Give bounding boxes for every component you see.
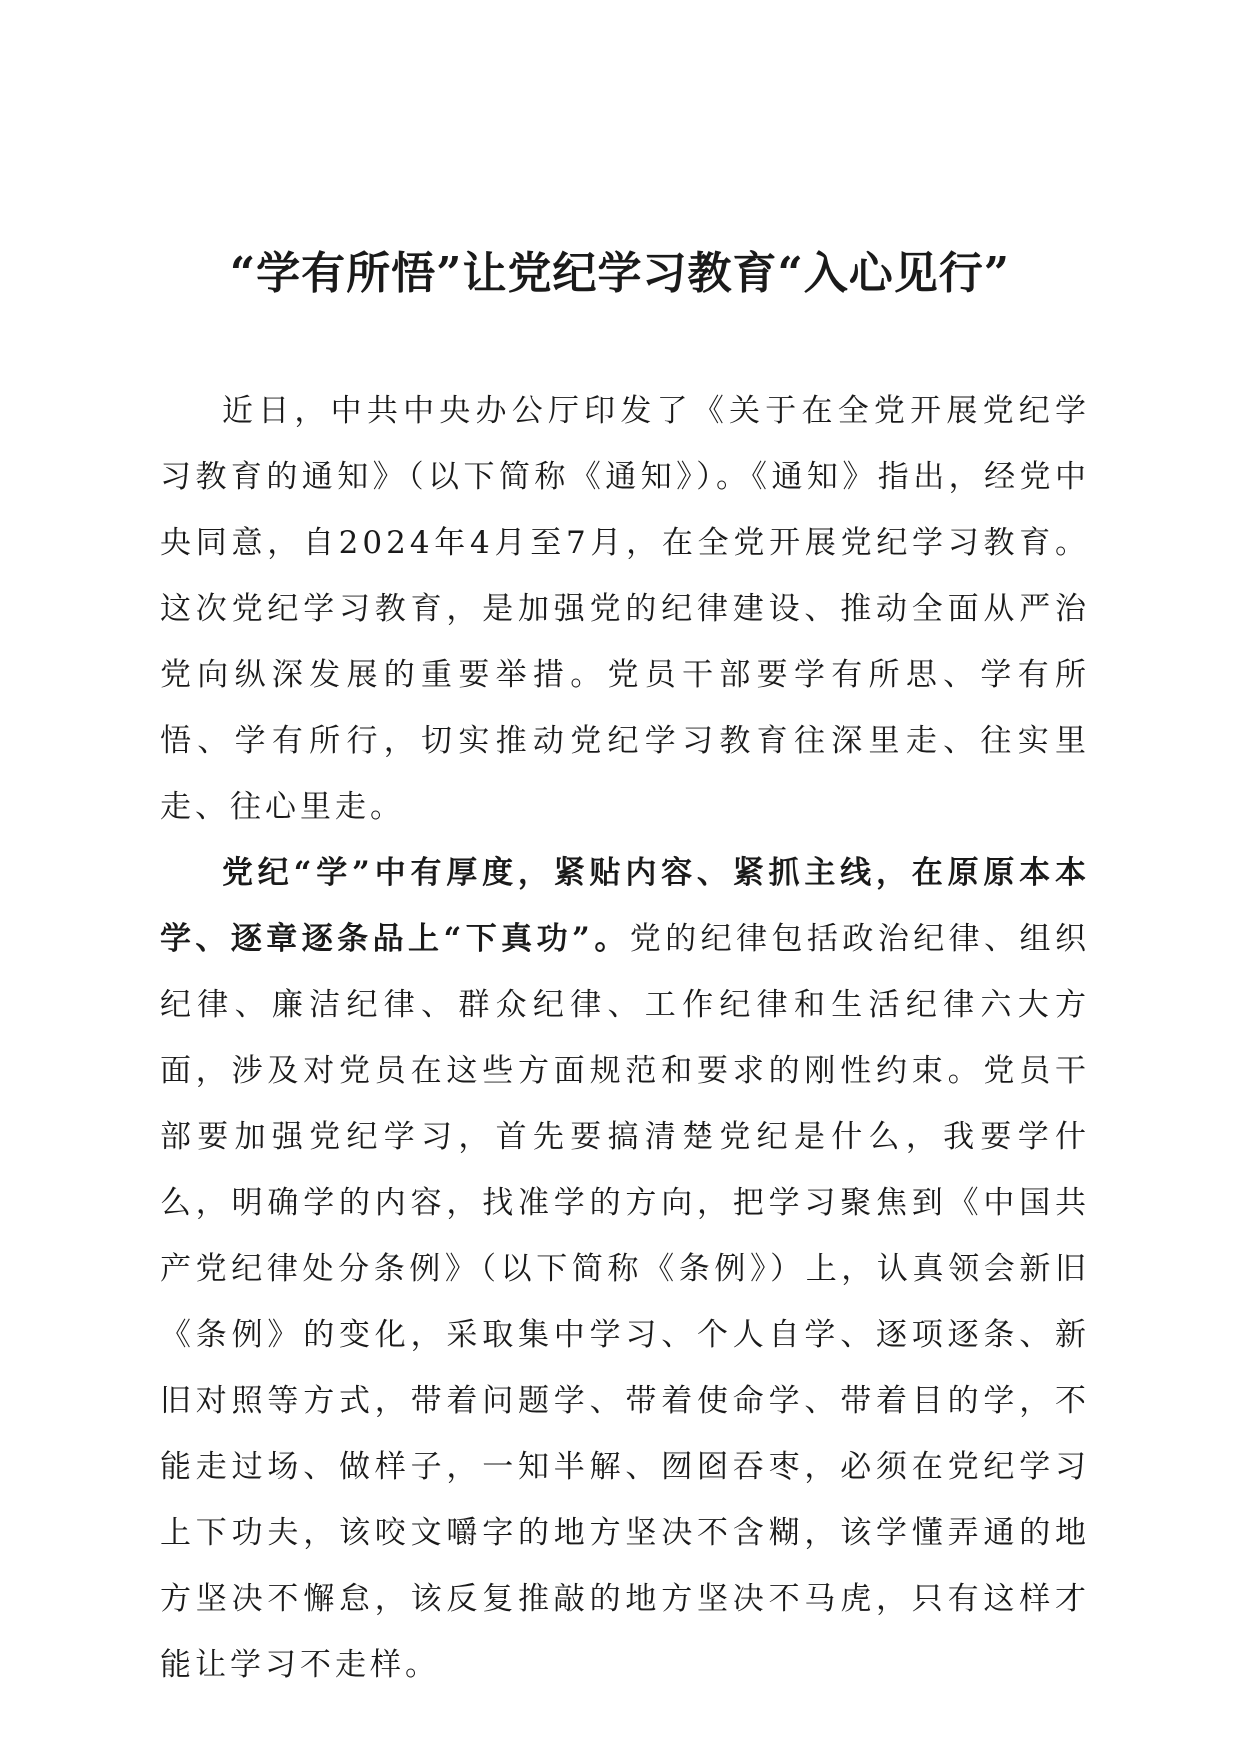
- document-body: [160, 378, 1090, 1698]
- paragraph-2-lead: 党纪“学”中有厚度，紧贴内容、紧抓主线，在原原本本学、逐章逐条品上“下真功”。: [160, 855, 1090, 957]
- paragraph-1: [160, 378, 1090, 840]
- paragraph-2: [160, 840, 1090, 1698]
- paragraph-2-text: 党的纪律包括政治纪律、组织纪律、廉洁纪律、群众纪律、工作纪律和生活纪律六大方面，涉及对党员在这些方面规范和要求的刚性约束。党员干部要加强党纪学习，首先要搞清楚党纪是什么，我要学什么，明确学的内容，找准学的方向，把学习聚焦到《中国共产党纪律处分条例》（以下简称《条例》）上，认真领会新旧《条例》的变化，采取集中学习、个人自学、逐项逐条、新旧对照等方式，带着问题学、带着使命学、带着目的学，不能走过场、做样子，一知半解、囫囵吞枣，必须在党纪学习上下功夫，该咬文嚼字的地方坚决不含糊，该学懂弄通的地方坚决不懈怠，该反复推敲的地方坚决不马虎，只有这样才能让学习不走样。: [160, 921, 1090, 1683]
- document-title: “学有所悟”让党纪学习教育“入心见行”: [229, 248, 1011, 299]
- paragraph-1-text: 近日，中共中央办公厅印发了《关于在全党开展党纪学习教育的通知》（以下简称《通知》）。《通知》指出，经党中央同意，自2024年4月至7月，在全党开展党纪学习教育。这次党纪学习教育，是加强党的纪律建设、推动全面从严治党向纵深发展的重要举措。党员干部要学有所思、学有所悟、学有所行，切实推动党纪学习教育往深里走、往实里走、往心里走。: [160, 393, 1090, 825]
